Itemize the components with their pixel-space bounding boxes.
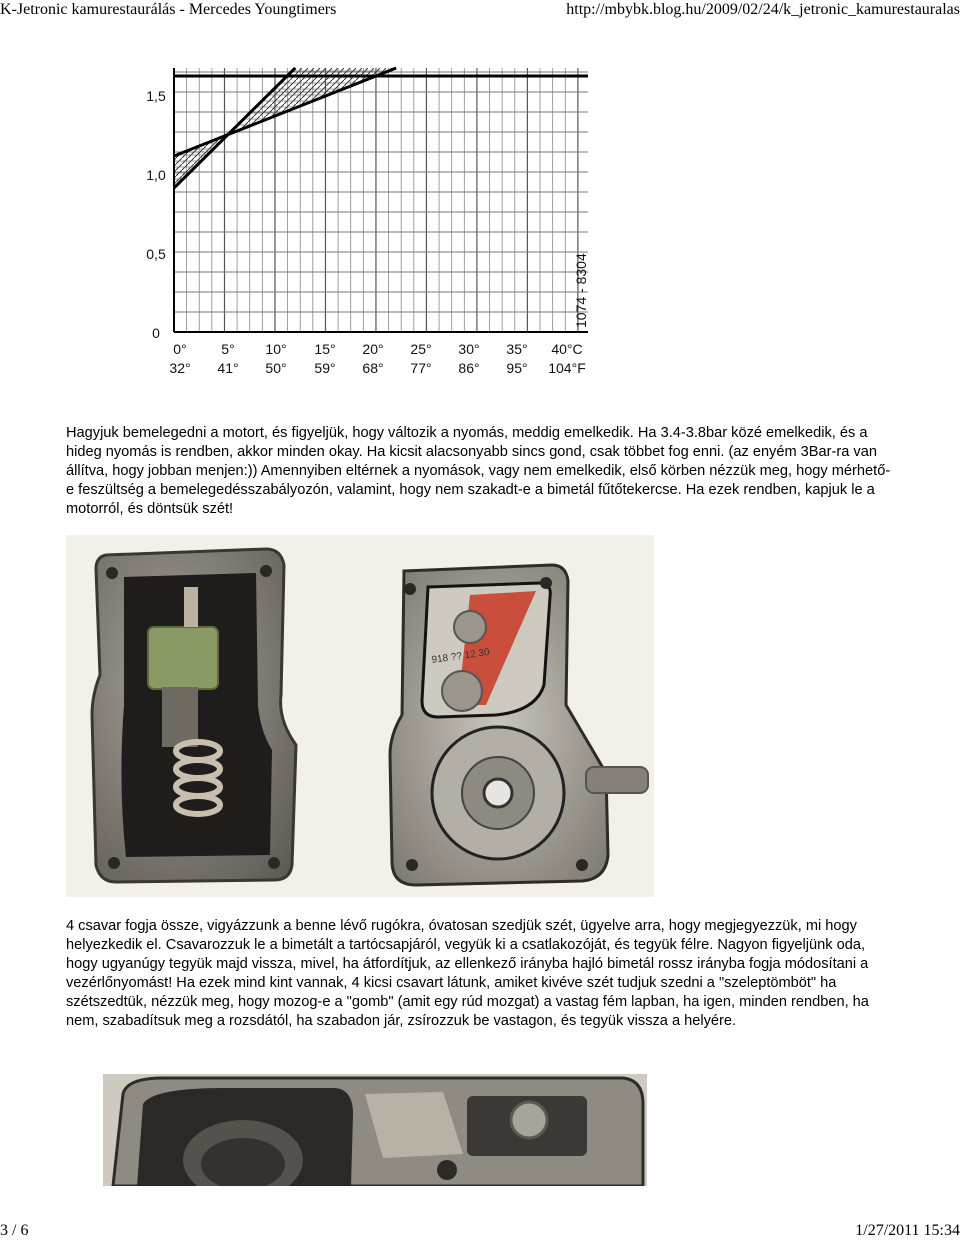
y-tick-label: 0,5 (146, 246, 166, 262)
paragraph-intro: Hagyjuk bemelegedni a motort, és figyeljük, hogy változik a nyomás, meddig emelkedik. Ha 3.4-3.8bar közé emelkedik, és a hideg nyomás is rendben, akkor minden okay. Ha kicsit alacsonyabb sincs gond, csak többet fog enni. (az enyém 3Bar-ra van állítva, hogy jobban menjen:)) Amennyiben eltérnek a nyomások, vagy nem emelkedik, első körben nézzük meg, hogy mérhető-e feszültség a bemelegedésszabályozón, valamint, hogy nem szakadt-e a bimetál fűtőtekercse. Ha ezek rendben, kapjuk le a motorról, és döntsük szét! (66, 425, 891, 517)
chart-grid (174, 68, 588, 332)
x-tick-label-f: 41° (217, 360, 239, 376)
photo-stamp: 918 ?? 12 30 (430, 646, 491, 666)
x-tick-label-c: 20° (362, 341, 384, 357)
photo-valve-block (103, 1074, 647, 1186)
y-tick-label: 0 (152, 325, 160, 341)
x-tick-label-c: 10° (265, 341, 287, 357)
photo-valve-block-svg (103, 1074, 647, 1186)
pressure-chart (140, 50, 600, 380)
x-tick-label-c: 15° (314, 341, 336, 357)
paragraph-disassembly: 4 csavar fogja össze, vigyázzunk a benne lévő rugókra, óvatosan szedjük szét, ügyelve arra, hogy megjegyezzük, mi hogy helyezkedik el. Csavarozzuk le a bimetált a tartócsapjáról, vegyük ki a csatlakozóját, és tegyük félre. Nagyon figyeljünk oda, hogy ugyanúgy tegyük majd vissza, mivel, ha átfordítjuk, az ellenkező irányba hajló bimetál rossz irányba fogja módosítani a vezérlőnyomást! Ha ezek mind kint vannak, 4 kicsi csavart látunk, amiket kivéve szét tudjuk szedni a "szeleptömböt" ha szétszedtük, nézzük meg, hogy mozog-e a "gomb" (amit egy rúd mozgat) a vastag fém lapban, ha igen, minden rendben, ha nem, szabadítsuk meg a rozsdától, ha szabadon jár, zsírozzuk be vastagon, és tegyük vissza a helyére. (66, 918, 869, 1029)
x-tick-label-f: 59° (314, 360, 336, 376)
chart-series-lower-line (174, 68, 295, 188)
page-url: http://mbybk.blog.hu/2009/02/24/k_jetronic_kamurestauralas (566, 1, 960, 18)
chart-band-area (174, 68, 396, 188)
x-tick-label-f: 95° (506, 360, 528, 376)
x-tick-label-c: 35° (506, 341, 528, 357)
y-tick-label: 1,5 (146, 88, 166, 104)
print-datetime: 1/27/2011 15:34 (855, 1222, 960, 1239)
page-title: K-Jetronic kamurestaurálás - Mercedes Youngtimers (0, 1, 337, 18)
x-tick-label-f: 68° (362, 360, 384, 376)
page-footer (0, 1222, 960, 1241)
x-tick-label-c: 5° (221, 341, 235, 357)
x-tick-label-c: 0° (173, 341, 187, 357)
x-tick-label-f: 77° (410, 360, 432, 376)
x-tick-label-f: 104°F (548, 360, 586, 376)
x-tick-label-f: 32° (169, 360, 191, 376)
x-tick-label-c: 25° (410, 341, 432, 357)
x-tick-label-f: 50° (265, 360, 287, 376)
pressure-chart-svg (140, 50, 600, 380)
x-tick-label-f: 86° (458, 360, 480, 376)
y-tick-label: 1,0 (146, 167, 166, 183)
photo-regulator-halves (66, 535, 654, 897)
page-number: 3 / 6 (0, 1222, 29, 1239)
x-tick-label-c: 30° (458, 341, 480, 357)
page-header (0, 0, 960, 22)
photo-regulator-halves-svg (66, 535, 654, 897)
x-tick-label-c: 40°C (551, 341, 583, 357)
chart-side-label: 1074 - 8304 (573, 253, 589, 328)
